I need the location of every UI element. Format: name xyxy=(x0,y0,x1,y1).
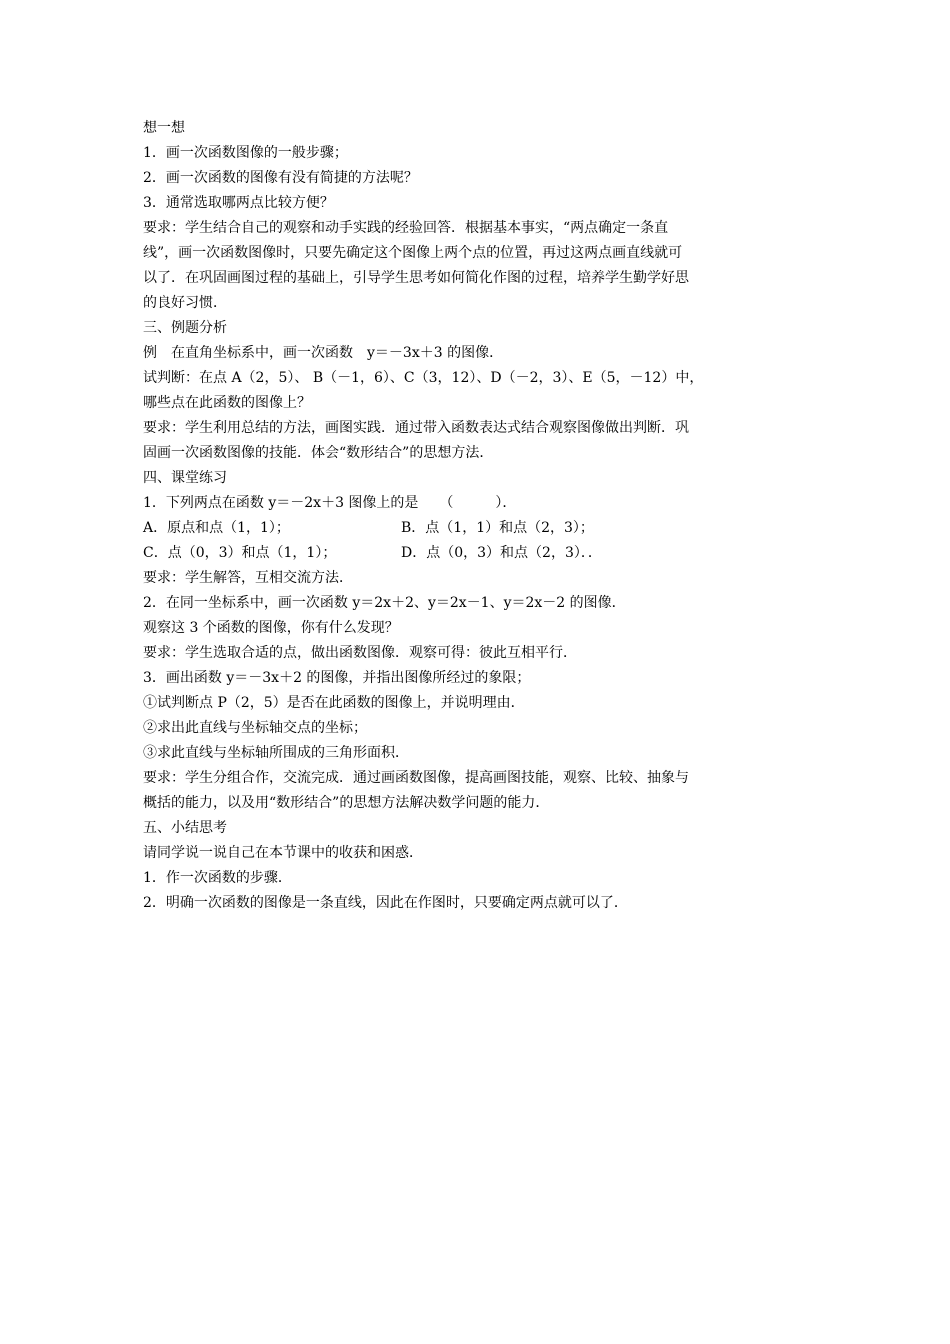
requirement-text: 要求：学生解答，互相交流方法． xyxy=(143,570,353,586)
section-heading-example: 三、例题分析 xyxy=(143,320,227,336)
example-text: 哪些点在此函数的图像上？ xyxy=(143,395,311,411)
requirement-text: 的良好习惯． xyxy=(143,295,227,311)
summary-item-1: 1．作一次函数的步骤． xyxy=(143,870,292,886)
sub-question-1: ①试判断点 P（2，5）是否在此函数的图像上，并说明理由． xyxy=(143,695,525,711)
requirement-text: 线”，画一次函数图像时，只要先确定这个图像上两个点的位置，再过这两点画直线就可 xyxy=(143,245,683,261)
requirement-text: 要求：学生结合自己的观察和动手实践的经验回答．根据基本事实，“两点确定一条直 xyxy=(143,220,669,236)
question-3: 3．通常选取哪两点比较方便？ xyxy=(143,195,334,211)
exercise-2: 2．在同一坐标系中，画一次函数 y＝2x＋2、y＝2x－1、y＝2x－2 的图像． xyxy=(143,595,626,611)
choice-c: C．点（0，3）和点（1，1）； xyxy=(143,545,337,561)
requirement-text: 概括的能力，以及用“数形结合”的思想方法解决数学问题的能力． xyxy=(143,795,550,811)
section-heading-summary: 五、小结思考 xyxy=(143,820,227,836)
example-text: 例 在直角坐标系中，画一次函数 y＝－3x＋3 的图像． xyxy=(143,345,504,361)
choice-row xyxy=(143,516,813,541)
exercise-3: 3．画出函数 y＝－3x＋2 的图像，并指出图像所经过的象限； xyxy=(143,670,531,686)
requirement-text: 以了．在巩固画图过程的基础上，引导学生思考如何简化作图的过程，培养学生勤学好思 xyxy=(143,270,689,286)
requirement-text: 要求：学生选取合适的点，做出函数图像．观察可得：彼此互相平行． xyxy=(143,645,577,661)
summary-item-2: 2．明确一次函数的图像是一条直线，因此在作图时，只要确定两点就可以了． xyxy=(143,895,628,911)
summary-text: 请同学说一说自己在本节课中的收获和困惑． xyxy=(143,845,423,861)
question-2: 2．画一次函数的图像有没有简捷的方法呢？ xyxy=(143,170,418,186)
requirement-text: 要求：学生分组合作，交流完成．通过画函数图像，提高画图技能，观察、比较、抽象与 xyxy=(143,770,689,786)
example-text: 试判断：在点 A（2，5）、 B（－1，6）、C（3，12）、D（－2，3）、E（5，－12）中， xyxy=(143,370,704,386)
choice-a: A．原点和点（1，1）； xyxy=(143,520,290,536)
requirement-text: 要求：学生利用总结的方法，画图实践．通过带入函数表达式结合观察图像做出判断．巩 xyxy=(143,420,689,436)
requirement-text: 固画一次函数图像的技能．体会“数形结合”的思想方法． xyxy=(143,445,494,461)
sub-question-2: ②求出此直线与坐标轴交点的坐标； xyxy=(143,720,367,736)
exercise-text: 观察这 3 个函数的图像，你有什么发现？ xyxy=(143,620,399,636)
question-1: 1．画一次函数图像的一般步骤； xyxy=(143,145,348,161)
exercise-1: 1．下列两点在函数 y＝－2x＋3 图像上的是 （ ）． xyxy=(143,495,517,511)
heading-think: 想一想 xyxy=(143,120,185,136)
choice-row xyxy=(143,541,813,566)
sub-question-3: ③求此直线与坐标轴所围成的三角形面积． xyxy=(143,745,409,761)
choice-d: D．点（0，3）和点（2，3）．． xyxy=(401,545,602,561)
choice-b: B．点（1，1）和点（2，3）； xyxy=(401,520,594,536)
document-page xyxy=(143,116,813,916)
section-heading-practice: 四、课堂练习 xyxy=(143,470,227,486)
